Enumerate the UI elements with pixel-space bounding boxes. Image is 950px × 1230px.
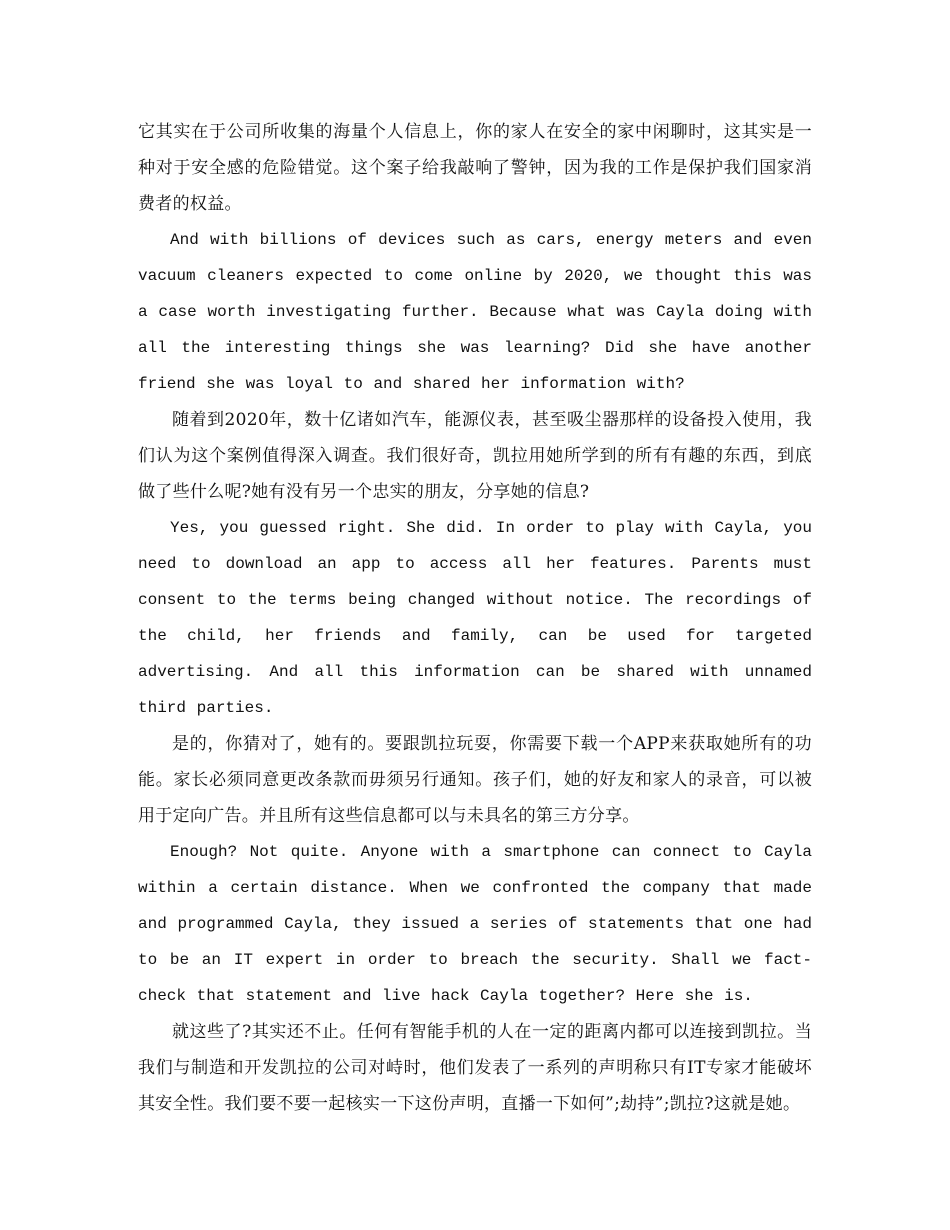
paragraph-zh-3: 是的，你猜对了，她有的。要跟凯拉玩耍，你需要下载一个APP来获取她所有的功能。家长必须同意更改条款而毋须另行通知。孩子们，她的好友和家人的录音，可以被用于定向广告。并且所有这些信息都可以与未具名的第三方分享。 — [138, 734, 812, 826]
paragraph-en-1: And with billions of devices such as cars, energy meters and even vacuum cleaners expected to come online by 2020, we thought this was a case worth investigating further. Because what was Cayla doing with all the interesting things she was learning? Did she have another friend she was loyal to and shared her information with? — [138, 231, 812, 393]
paragraph-en-3: Enough? Not quite. Anyone with a smartphone can connect to Cayla within a certain distance. When we confronted the company that made and programmed Cayla, they issued a series of statements that one had to be an IT expert in order to breach the security. Shall we fact-check that statement and live hack Cayla together? Here she is. — [138, 843, 812, 1005]
paragraph-zh-1: 它其实在于公司所收集的海量个人信息上，你的家人在安全的家中闲聊时，这其实是一种对于安全感的危险错觉。这个案子给我敲响了警钟，因为我的工作是保护我们国家消费者的权益。 — [138, 122, 812, 214]
paragraph-zh-4: 就这些了?其实还不止。任何有智能手机的人在一定的距离内都可以连接到凯拉。当我们与制造和开发凯拉的公司对峙时，他们发表了一系列的声明称只有IT专家才能破坏其安全性。我们要不要一起核实一下这份声明，直播一下如何”;劫持”;凯拉?这就是她。 — [138, 1022, 812, 1114]
document-page — [138, 114, 812, 1122]
paragraph-en-2: Yes, you guessed right. She did. In order to play with Cayla, you need to download an app to access all her features. Parents must consent to the terms being changed without notice. The recordings of the child, her friends and family, can be used for targeted advertising. And all this information can be shared with unnamed third parties. — [138, 519, 812, 717]
paragraph-zh-2: 随着到2020年，数十亿诸如汽车，能源仪表，甚至吸尘器那样的设备投入使用，我们认为这个案例值得深入调查。我们很好奇，凯拉用她所学到的所有有趣的东西，到底做了些什么呢?她有没有另一个忠实的朋友，分享她的信息? — [138, 410, 812, 502]
